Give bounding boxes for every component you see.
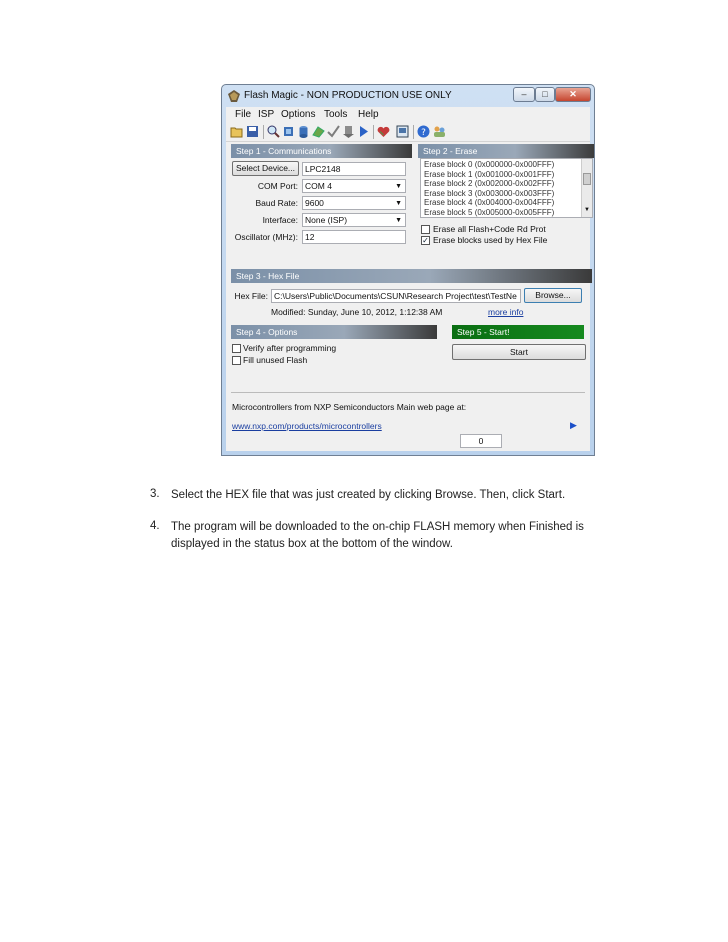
list-item[interactable]: Erase block 2 (0x002000-0x002FFF) — [424, 179, 555, 188]
play-arrow-icon[interactable]: ▶ — [570, 420, 577, 430]
menu-help[interactable]: Help — [358, 109, 379, 120]
more-info-link[interactable]: more info — [488, 307, 524, 317]
item4-number: 4. — [150, 520, 160, 532]
erase-all-checkbox[interactable] — [421, 225, 430, 234]
verify-label: Verify after programming — [243, 343, 337, 353]
interface-value: None (ISP) — [305, 215, 348, 225]
terminal-icon[interactable] — [396, 125, 409, 138]
device-field[interactable]: LPC2148 — [302, 162, 406, 176]
status-box: 0 — [460, 434, 502, 448]
browse-button[interactable]: Browse... — [524, 288, 582, 303]
list-item[interactable]: Erase block 4 (0x004000-0x004FFF) — [424, 198, 555, 207]
item3-text: Select the HEX file that was just created by clicking Browse. Then, click Start. — [171, 489, 566, 501]
select-device-button[interactable]: Select Device... — [232, 161, 299, 176]
menu-file[interactable]: File — [235, 109, 252, 120]
oscillator-field[interactable]: 12 — [302, 230, 406, 244]
list-scrollbar[interactable] — [581, 159, 592, 217]
step5-header: Step 5 - Start! — [452, 325, 584, 339]
interface-select[interactable] — [302, 213, 406, 227]
people-icon[interactable] — [433, 125, 446, 138]
toolbar-separator — [413, 125, 414, 139]
erase-icon[interactable] — [312, 125, 325, 138]
menu-options[interactable]: Options — [281, 109, 316, 120]
erase-used-checkbox[interactable]: ✓ — [422, 236, 429, 245]
scroll-down-icon[interactable]: ▼ — [584, 207, 590, 213]
baud-rate-label: Baud Rate: — [255, 198, 298, 208]
menu-isp[interactable]: ISP — [258, 109, 275, 120]
title-bar — [222, 85, 594, 107]
scrollbar-thumb[interactable] — [583, 173, 591, 185]
oscillator-label: Oscillator (MHz): — [234, 232, 298, 242]
chip-icon[interactable] — [282, 125, 295, 138]
maximize-button[interactable]: □ — [535, 87, 555, 102]
start-button[interactable]: Start — [452, 344, 586, 360]
list-item[interactable]: Erase block 0 (0x000000-0x000FFF) — [424, 160, 555, 169]
item3-number: 3. — [150, 488, 160, 500]
list-item[interactable]: Erase block 1 (0x001000-0x001FFF) — [424, 169, 555, 179]
hex-file-label: Hex File: — [234, 291, 268, 301]
flash-magic-window — [221, 84, 595, 456]
reset-icon[interactable] — [342, 125, 355, 138]
erase-block-list[interactable] — [420, 158, 593, 218]
chevron-down-icon: ▼ — [395, 183, 402, 190]
toolbar — [226, 122, 590, 142]
footer-divider — [231, 392, 585, 393]
checkmark-icon[interactable] — [327, 125, 340, 138]
step2-header: Step 2 - Erase — [418, 144, 595, 158]
com-port-value: COM 4 — [305, 181, 332, 191]
window-title: Flash Magic - NON PRODUCTION USE ONLY — [244, 90, 452, 101]
toolbar-separator — [263, 125, 264, 139]
save-disk-icon[interactable] — [246, 125, 259, 138]
interface-label: Interface: — [262, 215, 298, 225]
nxp-link[interactable]: www.nxp.com/products/microcontrollers — [232, 421, 382, 431]
heart-icon[interactable] — [377, 125, 390, 138]
verify-checkbox[interactable] — [232, 344, 241, 353]
open-folder-icon[interactable] — [230, 125, 243, 138]
fill-unused-checkbox[interactable] — [232, 356, 241, 365]
step1-header: Step 1 - Communications — [231, 144, 412, 158]
svg-text:?: ? — [421, 128, 426, 138]
list-item[interactable]: Erase block 3 (0x003000-0x003FFF) — [424, 188, 555, 198]
minimize-button[interactable]: – — [513, 87, 535, 102]
step3-header: Step 3 - Hex File — [231, 269, 592, 283]
baud-rate-select[interactable] — [302, 196, 406, 210]
erase-all-label: Erase all Flash+Code Rd Prot — [433, 224, 546, 234]
menu-tools[interactable]: Tools — [324, 109, 348, 120]
hex-file-field[interactable]: C:\Users\Public\Documents\CSUN\Research Project\test\TestNe — [271, 289, 521, 303]
com-port-label: COM Port: — [257, 181, 298, 191]
flash-magic-app-icon — [228, 90, 240, 102]
baud-rate-value: 9600 — [305, 198, 324, 208]
erase-used-label: Erase blocks used by Hex File — [433, 235, 548, 245]
magnifier-icon[interactable] — [267, 125, 280, 138]
help-icon[interactable] — [417, 125, 430, 138]
fill-unused-label: Fill unused Flash — [243, 355, 308, 365]
item4-line2: displayed in the status box at the bottom of the window. — [171, 538, 453, 550]
main-panel — [226, 142, 590, 451]
close-button[interactable]: ✕ — [555, 87, 591, 102]
item4-line1: The program will be downloaded to the on-chip FLASH memory when Finished is — [171, 521, 584, 533]
step4-header: Step 4 - Options — [231, 325, 437, 339]
list-item[interactable]: Erase block 5 (0x005000-0x005FFF) — [424, 207, 555, 217]
cylinder-icon[interactable] — [297, 125, 310, 138]
menu-bar — [226, 107, 590, 122]
chevron-down-icon: ▼ — [395, 200, 402, 207]
com-port-select[interactable] — [302, 179, 406, 193]
toolbar-separator — [373, 125, 374, 139]
chevron-down-icon: ▼ — [395, 217, 402, 224]
play-arrow-icon[interactable] — [357, 125, 370, 138]
nxp-info-text: Microcontrollers from NXP Semiconductors Main web page at: — [232, 402, 467, 412]
modified-date: Modified: Sunday, June 10, 2012, 1:12:38 AM — [271, 307, 443, 317]
